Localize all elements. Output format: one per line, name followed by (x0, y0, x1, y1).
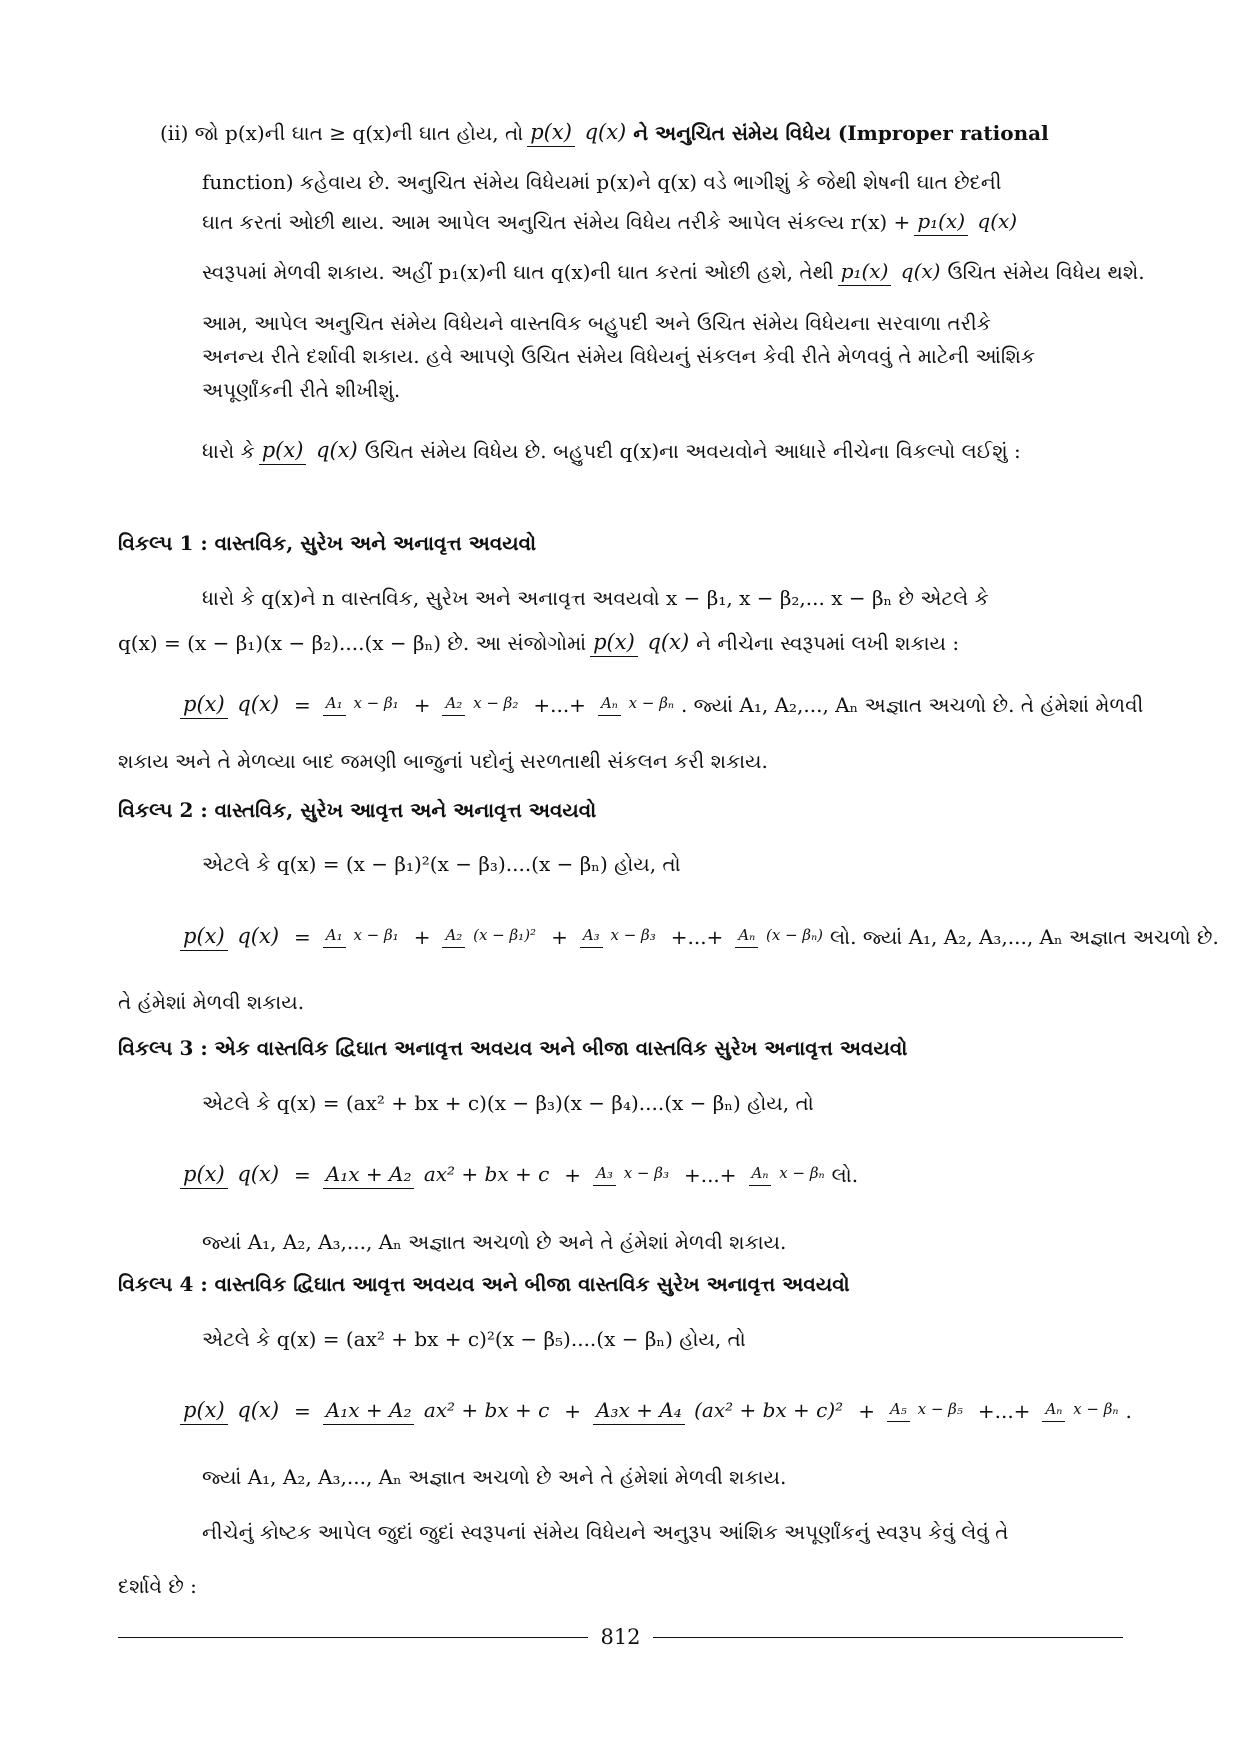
fraction-denominator: x − β₁ (353, 694, 399, 713)
plus-sign: + (413, 692, 431, 717)
para-ii-line-5 (202, 313, 1241, 333)
equation-lhs (180, 922, 282, 951)
equation-lhs (180, 1396, 282, 1425)
equation-term-1 (323, 1161, 553, 1189)
case-2-line-3 (118, 992, 1241, 1012)
fraction-numerator: p(x) (590, 630, 638, 657)
plus-sign: + (858, 1398, 875, 1423)
case-3-line-1 (202, 1093, 1241, 1113)
fraction-denominator: x − βₙ (628, 694, 674, 713)
case-4-equation (176, 1396, 1241, 1425)
case-1-line-4 (118, 751, 1241, 771)
fraction-numerator: Aₙ (1042, 1401, 1065, 1421)
case-2-equation (176, 922, 1241, 951)
case-4-line-3-text: જ્યાં A₁, A₂, A₃,..., Aₙ અજ્ઞાત અચળો છે અને તે હંમેશાં મેળવી શકાય. (202, 1465, 787, 1489)
case-1-equation (176, 690, 1241, 719)
fraction-denominator: x − β₂ (473, 694, 519, 713)
fraction-p1-over-q-2 (838, 258, 944, 286)
fraction-denominator: x − βₙ (779, 1164, 825, 1183)
para-ii-line-2-text: function) કહેવાય છે. અનુચિત સંમેય વિધેયમાં p(x)ને q(x) વડે ભાગીશું કે જેથી શેષની ઘાત છેદની (202, 170, 1002, 194)
case-2-equation-tail: લો. જ્યાં A₁, A₂, A₃,..., Aₙ અજ્ઞાત અચળો છે. (830, 924, 1219, 949)
para-ii-line-3-text: ઘાત કરતાં ઓછી થાય. આમ આપેલ અનુચિત સંમેય વિધેય તરીકે આપેલ સંકલ્ય r(x) + (202, 210, 911, 234)
ellipsis-plus: +...+ (670, 924, 724, 949)
equation-term-2 (442, 925, 539, 947)
para-ii-line-5-text: આમ, આપેલ અનુચિત સંમેય વિધેયને વાસ્તવિક બહુપદી અને ઉચિત સંમેય વિધેયના સરવાળા તરીકે (202, 311, 991, 335)
case-3-line-3-text: જ્યાં A₁, A₂, A₃,..., Aₙ અજ્ઞાત અચળો છે અને તે હંમેશાં મેળવી શકાય. (202, 1230, 787, 1254)
case-4-heading (118, 1274, 1241, 1294)
case-3-line-1-text: એટલે કે q(x) = (ax² + bx + c)(x − β₃)(x − β₄)....(x − βₙ) હોય, તો (202, 1091, 814, 1115)
para-ii-line-7-text: અપૂર્ણાંકની રીતે શીખીશું. (202, 378, 401, 402)
plus-sign: + (564, 1162, 582, 1187)
case-1-line-2-prefix: q(x) = (x − β₁)(x − β₂)....(x − βₙ) છે. આ સંજોગોમાં (118, 630, 587, 655)
fraction-numerator: p(x) (180, 1162, 228, 1189)
case-4-heading-text: વિકલ્પ 4 : વાસ્તવિક દ્વિઘાત આવૃત્ત અવયવ અને બીજા વાસ્તવિક સુરેખ અનાવૃત્ત અવયવો (118, 1272, 850, 1296)
fraction-denominator: ax² + bx + c (423, 1161, 550, 1186)
fraction-numerator: Aₙ (598, 695, 621, 715)
para-ii-line-2 (202, 172, 1241, 192)
fraction-denominator: x − β₁ (353, 926, 399, 945)
fraction-numerator: Aₙ (735, 927, 758, 947)
case-4-line-1-text: એટલે કે q(x) = (ax² + bx + c)²(x − β₅)....(x − βₙ) હોય, તો (202, 1327, 746, 1351)
ellipsis-plus: +...+ (683, 1162, 737, 1187)
fraction-denominator: x − β₃ (610, 926, 656, 945)
page-number: 812 (600, 1625, 641, 1649)
fraction-numerator: p₁(x) (914, 210, 968, 236)
equation-term-2 (593, 1397, 846, 1425)
equals-sign: = (294, 692, 311, 717)
fraction-p-over-q-case-1 (590, 628, 692, 657)
fraction-numerator: A₁ (323, 927, 346, 947)
equals-sign: = (294, 924, 311, 949)
equation-term-n (1042, 1399, 1121, 1421)
equation-term-1 (323, 925, 402, 947)
fraction-denominator: (ax² + bx + c)² (694, 1397, 844, 1422)
case-1-line-2 (118, 628, 1241, 657)
equation-term-n (749, 1163, 828, 1185)
fraction-denominator: x − β₅ (917, 1400, 963, 1419)
case-2-line-1 (202, 854, 1241, 874)
case-1-line-2-suffix: ને નીચેના સ્વરૂપમાં લખી શકાય : (696, 630, 960, 655)
case-4-line-3 (202, 1467, 1241, 1487)
fraction-denominator: q(x) (647, 630, 690, 654)
equation-term-2 (442, 693, 521, 715)
case-3-line-3 (202, 1232, 1241, 1252)
case-3-heading (118, 1038, 1241, 1058)
case-2-line-1-text: એટલે કે q(x) = (x − β₁)²(x − β₃)....(x − βₙ) હોય, તો (202, 852, 681, 876)
fraction-numerator: Aₙ (749, 1165, 772, 1185)
case-1-heading (118, 533, 1241, 553)
fraction-numerator: A₅ (887, 1401, 910, 1421)
fraction-denominator: q(x) (900, 259, 941, 283)
equation-term-2 (593, 1163, 672, 1185)
equation-term-n (735, 925, 826, 947)
case-2-line-3-text: તે હંમેશાં મેળવી શકાય. (118, 990, 305, 1014)
footer-rule-left (118, 1637, 588, 1638)
closing-line-1 (202, 1522, 1241, 1542)
equation-term-1 (323, 693, 402, 715)
para-ii-line-4 (202, 258, 1241, 286)
para-ii-line-1 (160, 118, 1241, 147)
case-2-heading-text: વિકલ્પ 2 : વાસ્તવિક, સુરેખ આવૃત્ત અને અનાવૃત્ત અવયવો (118, 798, 597, 822)
para-ii-line-4-suffix: ઉચિત સંમેય વિધેય થશે. (947, 260, 1145, 284)
equals-sign: = (294, 1398, 311, 1423)
case-1-line-1 (202, 588, 1241, 608)
equation-term-3 (580, 925, 659, 947)
fraction-denominator: (x − β₁)² (473, 926, 537, 945)
para-ii-line-6-text: અનન્ય રીતે દર્શાવી શકાય. હવે આપણે ઉચિત સંમેય વિધેયનું સંકલન કેવી રીતે મેળવવું તે માટેની આંશિક (202, 344, 1035, 368)
equation-term-1 (323, 1397, 553, 1425)
fraction-p-over-q-intro (259, 436, 361, 465)
case-3-heading-text: વિકલ્પ 3 : એક વાસ્તવિક દ્વિઘાત અનાવૃત્ત અવયવ અને બીજા વાસ્તવિક સુરેખ અનાવૃત્ત અવયવો (118, 1036, 908, 1060)
plus-sign: + (413, 924, 431, 949)
ellipsis-plus: +...+ (977, 1398, 1031, 1423)
footer-rule-right (653, 1637, 1123, 1638)
case-1-equation-tail: . જ્યાં A₁, A₂,..., Aₙ અજ્ઞાત અચળો છે. તે હંમેશાં મેળવી (680, 692, 1144, 717)
fraction-numerator: A₃ (580, 927, 603, 947)
case-2-heading (118, 800, 1241, 820)
fraction-p-over-q (527, 118, 629, 147)
case-1-line-4-text: શકાય અને તે મેળવ્યા બાદ જમણી બાજુનાં પદોનું સરળતાથી સંકલન કરી શકાય. (118, 749, 768, 773)
equation-term-3 (887, 1399, 966, 1421)
intro-suffix: ઉચિત સંમેય વિધેય છે. બહુપદી q(x)ના અવયવોને આધારે નીચેના વિકલ્પો લઈશું : (364, 438, 1021, 463)
plus-sign: + (564, 1398, 582, 1423)
para-ii-line-7 (202, 380, 1241, 400)
closing-line-2-text: દર્શાવે છે : (118, 1574, 197, 1598)
fraction-numerator: A₁x + A₂ (323, 1399, 415, 1425)
fraction-numerator: p₁(x) (838, 260, 892, 286)
case-4-line-1 (202, 1329, 1241, 1349)
para-ii-line-4-text: સ્વરૂપમાં મેળવી શકાય. અહીં p₁(x)ની ઘાત q(x)ની ઘાત કરતાં ઓછી હશે, તેથી (202, 260, 834, 284)
page-footer (118, 1622, 1123, 1652)
fraction-denominator: ax² + bx + c (423, 1397, 550, 1422)
fraction-numerator: A₃x + A₄ (593, 1399, 685, 1425)
fraction-numerator: A₂ (442, 695, 465, 715)
case-1-line-1-text: ધારો કે q(x)ને n વાસ્તવિક, સુરેખ અને અનાવૃત્ત અવયવો x − β₁, x − β₂,... x − βₙ છે એટલે કે (202, 586, 989, 610)
fraction-denominator: q(x) (237, 1398, 280, 1422)
fraction-denominator: q(x) (237, 1162, 280, 1186)
fraction-numerator: A₁ (323, 695, 346, 715)
para-ii-line-6 (202, 346, 1241, 366)
fraction-denominator: q(x) (237, 924, 280, 948)
improper-rational-function-term: ને અનુચિત સંમેય વિધેય (Improper rational (633, 120, 1049, 145)
case-3-equation-tail: લો. (831, 1162, 859, 1187)
fraction-numerator: p(x) (180, 692, 228, 719)
case-1-heading-text: વિકલ્પ 1 : વાસ્તવિક, સુરેખ અને અનાવૃત્ત અવયવો (118, 531, 537, 555)
fraction-denominator: x − β₃ (623, 1164, 669, 1183)
equation-term-n (598, 693, 677, 715)
para-ii-line-1-prefix: (ii) જો p(x)ની ઘાત ≥ q(x)ની ઘાત હોય, તો (160, 120, 524, 145)
fraction-denominator: x − βₙ (1073, 1400, 1119, 1419)
case-4-equation-tail: . (1125, 1398, 1132, 1423)
fraction-denominator: q(x) (584, 120, 627, 144)
fraction-denominator: q(x) (977, 209, 1018, 233)
para-ii-line-3 (202, 208, 1241, 236)
equation-lhs (180, 690, 282, 719)
fraction-denominator: q(x) (237, 692, 280, 716)
equation-lhs (180, 1160, 282, 1189)
fraction-numerator: p(x) (180, 924, 228, 951)
closing-line-2 (118, 1576, 1241, 1596)
equals-sign: = (294, 1162, 311, 1187)
fraction-numerator: p(x) (527, 120, 575, 147)
intro-prefix: ધારો કે (202, 438, 255, 463)
fraction-numerator: A₁x + A₂ (323, 1163, 415, 1189)
ellipsis-plus: +...+ (533, 692, 586, 717)
fraction-numerator: p(x) (259, 438, 307, 465)
fraction-denominator: q(x) (316, 438, 358, 462)
fraction-numerator: A₂ (442, 927, 465, 947)
fraction-numerator: p(x) (180, 1398, 228, 1425)
fraction-denominator: (x − βₙ) (766, 926, 824, 945)
fraction-numerator: A₃ (593, 1165, 616, 1185)
plus-sign: + (551, 924, 568, 949)
closing-line-1-text: નીચેનું કોષ્ટક આપેલ જુદાં જુદાં સ્વરૂપનાં સંમેય વિધેયને અનુરૂપ આંશિક અપૂર્ણાંકનું સ્વરૂપ કેવું લેવું તે (202, 1520, 1009, 1544)
intro-line (202, 436, 1241, 465)
fraction-p1-over-q (914, 208, 1020, 236)
case-3-equation (176, 1160, 1241, 1189)
